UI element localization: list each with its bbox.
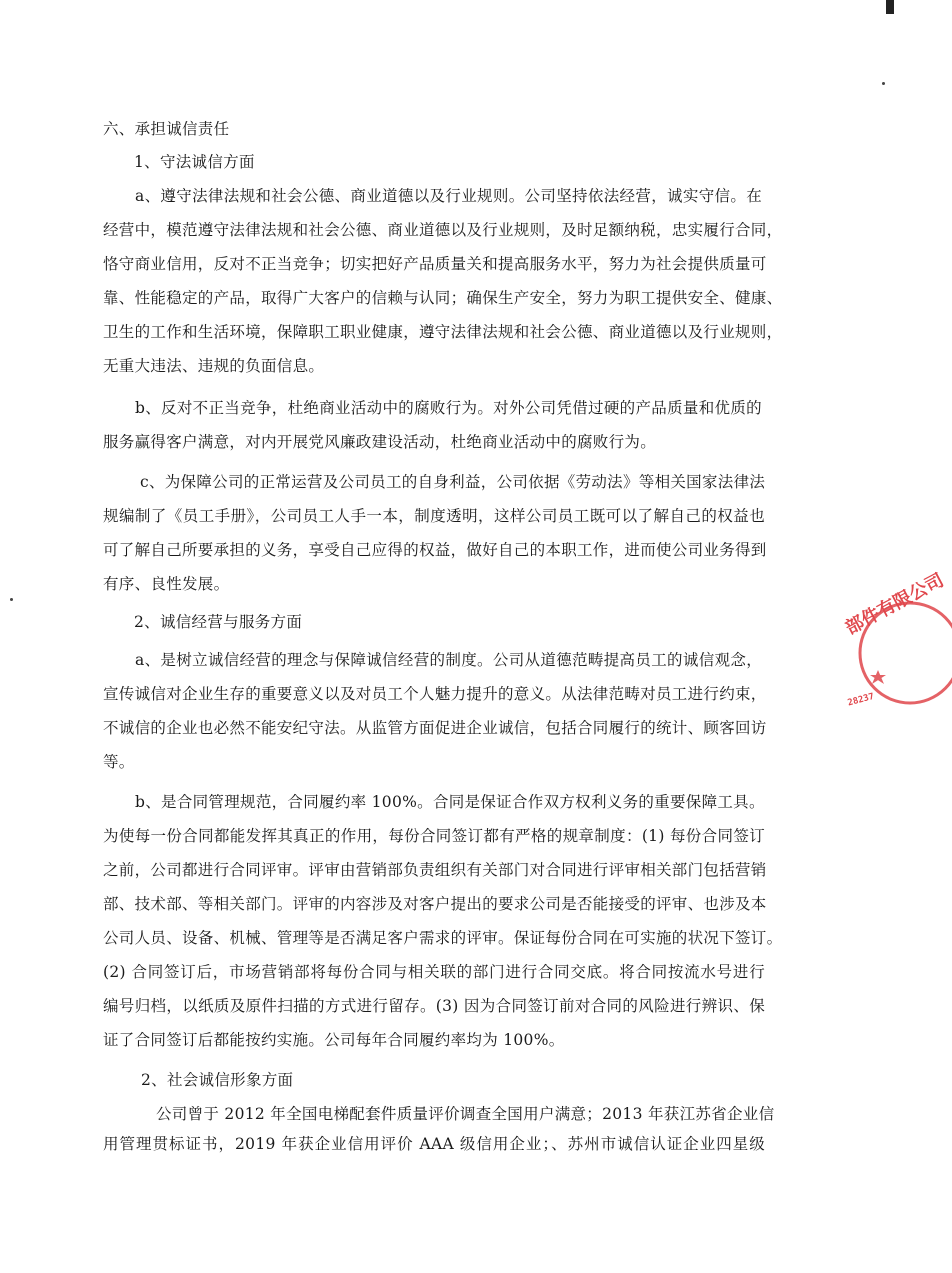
scan-mark (886, 0, 894, 14)
scan-speck (10, 598, 13, 601)
paragraph-line: 宣传诚信对企业生存的重要意义以及对员工个人魅力提升的意义。从法律范畴对员工进行约束， (103, 685, 767, 703)
paragraph-line: 等。 (103, 753, 135, 771)
paragraph-line: 证了合同签订后都能按约实施。公司每年合同履约率均为 100%。 (103, 1031, 565, 1049)
paragraph-line: 部、技术部、等相关部门。评审的内容涉及对客户提出的要求公司是否能接受的评审、也涉及本 (103, 895, 767, 913)
paragraph-line: 公司曾于 2012 年全国电梯配套件质量评价调查全国用户满意；2013 年获江苏省企业信 (156, 1105, 775, 1123)
paragraph-line: 无重大违法、违规的负面信息。 (103, 357, 325, 375)
paragraph-line: 经营中，模范遵守法律法规和社会公德、商业道德以及行业规则，及时足额纳税，忠实履行合同， (103, 221, 783, 239)
paragraph-line: 卫生的工作和生活环境，保障职工职业健康，遵守法律法规和社会公德、商业道德以及行业规则， (103, 323, 783, 341)
subsection-heading: 1、守法诚信方面 (134, 153, 255, 171)
paragraph-line: (2) 合同签订后，市场营销部将每份合同与相关联的部门进行合同交底。将合同按流水号进行 (103, 963, 765, 981)
company-seal (842, 569, 952, 709)
paragraph-line: c、为保障公司的正常运营及公司员工的自身利益，公司依据《劳动法》等相关国家法律法 (140, 473, 766, 491)
paragraph-line: 服务赢得客户满意，对内开展党风廉政建设活动，杜绝商业活动中的腐败行为。 (103, 433, 657, 451)
paragraph-line: 公司人员、设备、机械、管理等是否满足客户需求的评审。保证每份合同在可实施的状况下签订。 (103, 929, 783, 947)
seal-number: 28237 (846, 691, 876, 709)
paragraph-line: a、是树立诚信经营的理念与保障诚信经营的制度。公司从道德范畴提高员工的诚信观念， (135, 651, 762, 669)
seal-star-icon (870, 670, 886, 684)
seal-text: 部件有限公司 (842, 569, 948, 639)
paragraph-line: b、是合同管理规范，合同履约率 100%。合同是保证合作双方权利义务的重要保障工具。 (135, 793, 765, 811)
paragraph-line: 有序、良性发展。 (103, 575, 230, 593)
paragraph-line: a、遵守法律法规和社会公德、商业道德以及行业规则。公司坚持依法经营，诚实守信。在 (135, 187, 762, 205)
paragraph-line: 用管理贯标证书，2019 年获企业信用评价 AAA 级信用企业；、苏州市诚信认证企业四星级 (103, 1135, 765, 1153)
scan-speck (882, 82, 885, 85)
paragraph-line: 之前，公司都进行合同评审。评审由营销部负责组织有关部门对合同进行评审相关部门包括营销 (103, 861, 767, 879)
paragraph-line: b、反对不正当竞争，杜绝商业活动中的腐败行为。对外公司凭借过硬的产品质量和优质的 (135, 399, 762, 417)
paragraph-line: 可了解自己所要承担的义务，享受自己应得的权益，做好自己的本职工作，进而使公司业务得到 (103, 541, 767, 559)
paragraph-line: 编号归档，以纸质及原件扫描的方式进行留存。(3) 因为合同签订前对合同的风险进行辨识、保 (103, 997, 765, 1015)
section-heading: 六、承担诚信责任 (103, 120, 230, 138)
paragraph-line: 为使每一份合同都能发挥其真正的作用，每份合同签订都有严格的规章制度：(1) 每份合同签订 (103, 827, 765, 845)
paragraph-line: 规编制了《员工手册》，公司员工人手一本，制度透明，这样公司员工既可以了解自己的权益也 (103, 507, 765, 525)
subsection-heading: 2、社会诚信形象方面 (141, 1071, 294, 1089)
paragraph-line: 恪守商业信用，反对不正当竞争；切实把好产品质量关和提高服务水平，努力为社会提供质量可 (103, 255, 767, 273)
subsection-heading: 2、诚信经营与服务方面 (134, 613, 303, 631)
paragraph-line: 靠、性能稳定的产品，取得广大客户的信赖与认同；确保生产安全，努力为职工提供安全、健康、 (103, 289, 783, 307)
paragraph-line: 不诚信的企业也必然不能安纪守法。从监管方面促进企业诚信，包括合同履行的统计、顾客回访 (103, 719, 767, 737)
